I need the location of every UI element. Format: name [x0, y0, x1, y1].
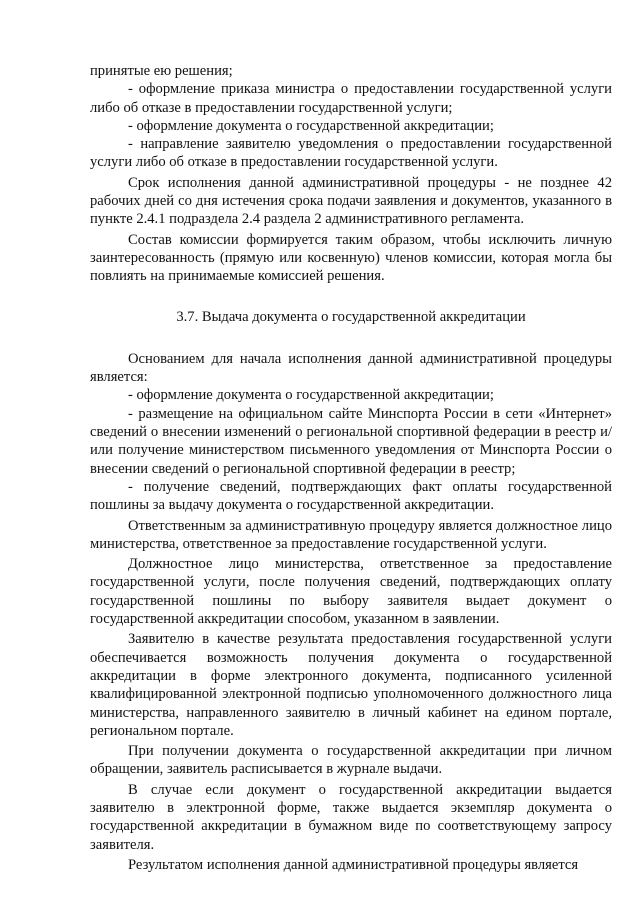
intro-paragraph-5: Срок исполнения данной административной процедуры - не позднее 42 рабочих дней со дня истечения срока подачи заявления и документов, указанного в пункте 2.4.1 подраздела 2.4 раздела 2 административного регламента. — [90, 174, 612, 228]
section-paragraph-9: В случае если документ о государственной аккредитации выдается заявителю в электронной форме, также выдается экземпляр документа о государственной аккредитации в бумажном виде по соответствующему запросу заявителя. — [90, 781, 612, 853]
intro-paragraph-1: принятые ею решения; — [90, 63, 233, 79]
section-paragraph-4: - получение сведений, подтверждающих факт оплаты государственной пошлины за выдачу документа о государственной аккредитации. — [90, 478, 612, 514]
section-paragraph-5: Ответственным за административную процедуру является должностное лицо министерства, ответственное за предоставление государственной услуги. — [90, 517, 612, 552]
intro-paragraph-3: - оформление документа о государственной аккредитации; — [128, 117, 494, 134]
intro-paragraph-4: - направление заявителю уведомления о предоставлении государственной услуги либо об отказе в предоставлении государственной услуги. — [90, 136, 612, 171]
section-paragraph-6: Должностное лицо министерства, ответственное за предоставление государственной услуги, после получения сведений, подтверждающих оплату государственной пошлины по выбору заявителя выдает документ о государственной аккредитации способом, указанном в заявлении. — [90, 556, 612, 628]
section-paragraph-3: - размещение на официальном сайте Минспорта России в сети «Интернет» сведений о внесении изменений о региональной спортивной федерации в реестр и/или получение министерством письменного уведомления от Минспорта России о внесении сведений о региональной спортивной федерации в реестр; — [90, 405, 612, 477]
section-paragraph-7: Заявителю в качестве результата предоставления государственной услуги обеспечивается возможность получения документа о государственной аккредитации в форме электронного документа, подписанного усиленной квалифицированной электронной подписью уполномоченного должностного лица министерства, направленного заявителю в личный кабинет на едином портале, региональном портале. — [90, 631, 612, 739]
section-paragraph-10: Результатом исполнения данной административной процедуры является — [128, 856, 579, 873]
document-body — [90, 62, 612, 874]
section-paragraph-2: - оформление документа о государственной аккредитации; — [128, 387, 494, 404]
section-heading: 3.7. Выдача документа о государственной аккредитации — [176, 308, 526, 325]
intro-paragraph-6: Состав комиссии формируется таким образом, чтобы исключить личную заинтересованность (прямую или косвенную) членов комиссии, которая могла бы повлиять на принимаемые комиссией решения. — [90, 231, 612, 285]
section-paragraph-1: Основанием для начала исполнения данной административной процедуры является: — [90, 350, 612, 386]
intro-paragraph-2: - оформление приказа министра о предоставлении государственной услуги либо об отказе в предоставлении государственной услуги; — [90, 81, 612, 116]
section-paragraph-8: При получении документа о государственной аккредитации при личном обращении, заявитель расписывается в журнале выдачи. — [90, 743, 612, 778]
